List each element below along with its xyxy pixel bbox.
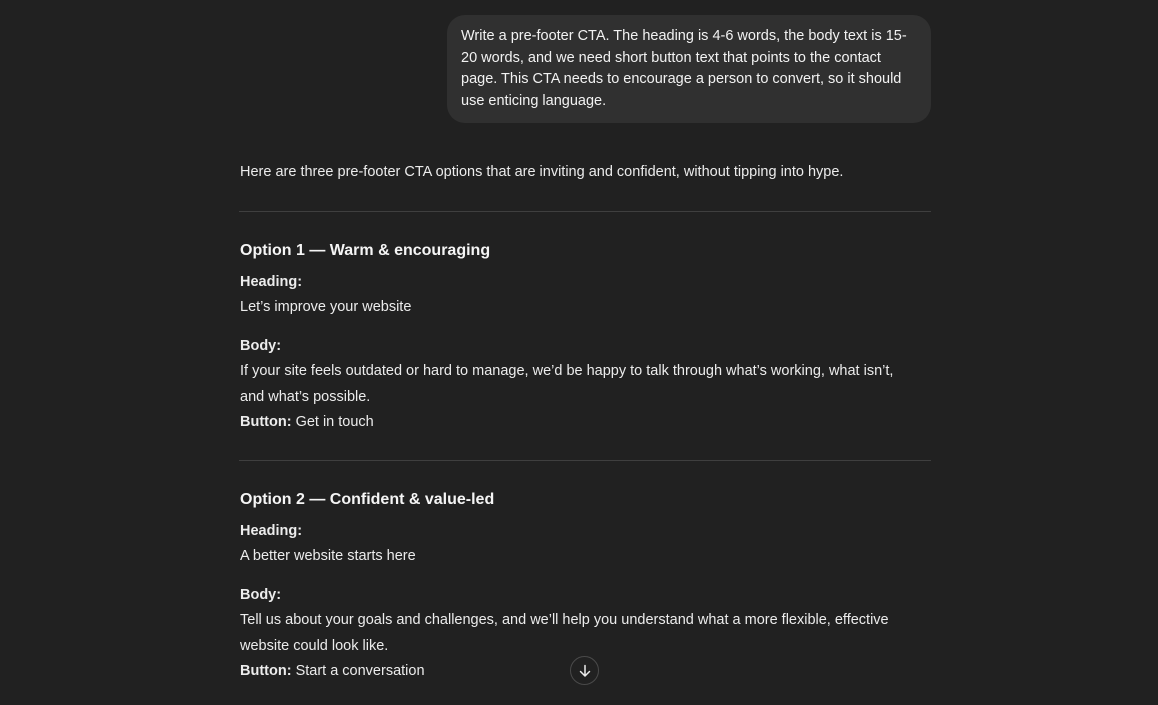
option-2-button-text: Start a conversation: [295, 663, 425, 679]
arrow-down-icon: [578, 664, 592, 678]
option-1-heading-label: Heading:: [240, 274, 303, 290]
assistant-intro: Here are three pre-footer CTA options that are inviting and confident, without tipping into hype.: [240, 164, 844, 180]
divider: [239, 211, 931, 212]
option-2-button-label: Button:: [240, 663, 292, 679]
option-2-body: Tell us about your goals and challenges, and we’ll help you understand what a more flexible, effective website could look like.: [240, 612, 889, 654]
option-2-heading-label: Heading:: [240, 523, 303, 539]
option-2: [240, 488, 931, 684]
divider: [239, 460, 931, 461]
option-1-button-label: Button:: [240, 414, 292, 430]
scroll-to-bottom-button[interactable]: [570, 656, 599, 685]
assistant-response: [240, 160, 931, 684]
option-1-button-line: [240, 410, 931, 435]
option-1: [240, 239, 931, 435]
option-1-title: Option 1 — Warm & encouraging: [240, 242, 491, 259]
option-2-title: Option 2 — Confident & value-led: [240, 491, 495, 508]
option-2-body-label: Body:: [240, 587, 282, 603]
option-1-button-text: Get in touch: [295, 414, 374, 430]
option-1-body: If your site feels outdated or hard to manage, we’d be happy to talk through what’s working, what isn’t, and what’s possible.: [240, 363, 894, 405]
option-1-body-label: Body:: [240, 338, 282, 354]
user-message-bubble: [447, 15, 931, 123]
option-2-heading: A better website starts here: [240, 548, 416, 564]
option-1-heading: Let’s improve your website: [240, 299, 412, 315]
user-message-text: Write a pre-footer CTA. The heading is 4-6 words, the body text is 15-20 words, and we need short button text that points to the contact page. This CTA needs to encourage a person to convert, so it should use enticing language.: [461, 28, 907, 110]
